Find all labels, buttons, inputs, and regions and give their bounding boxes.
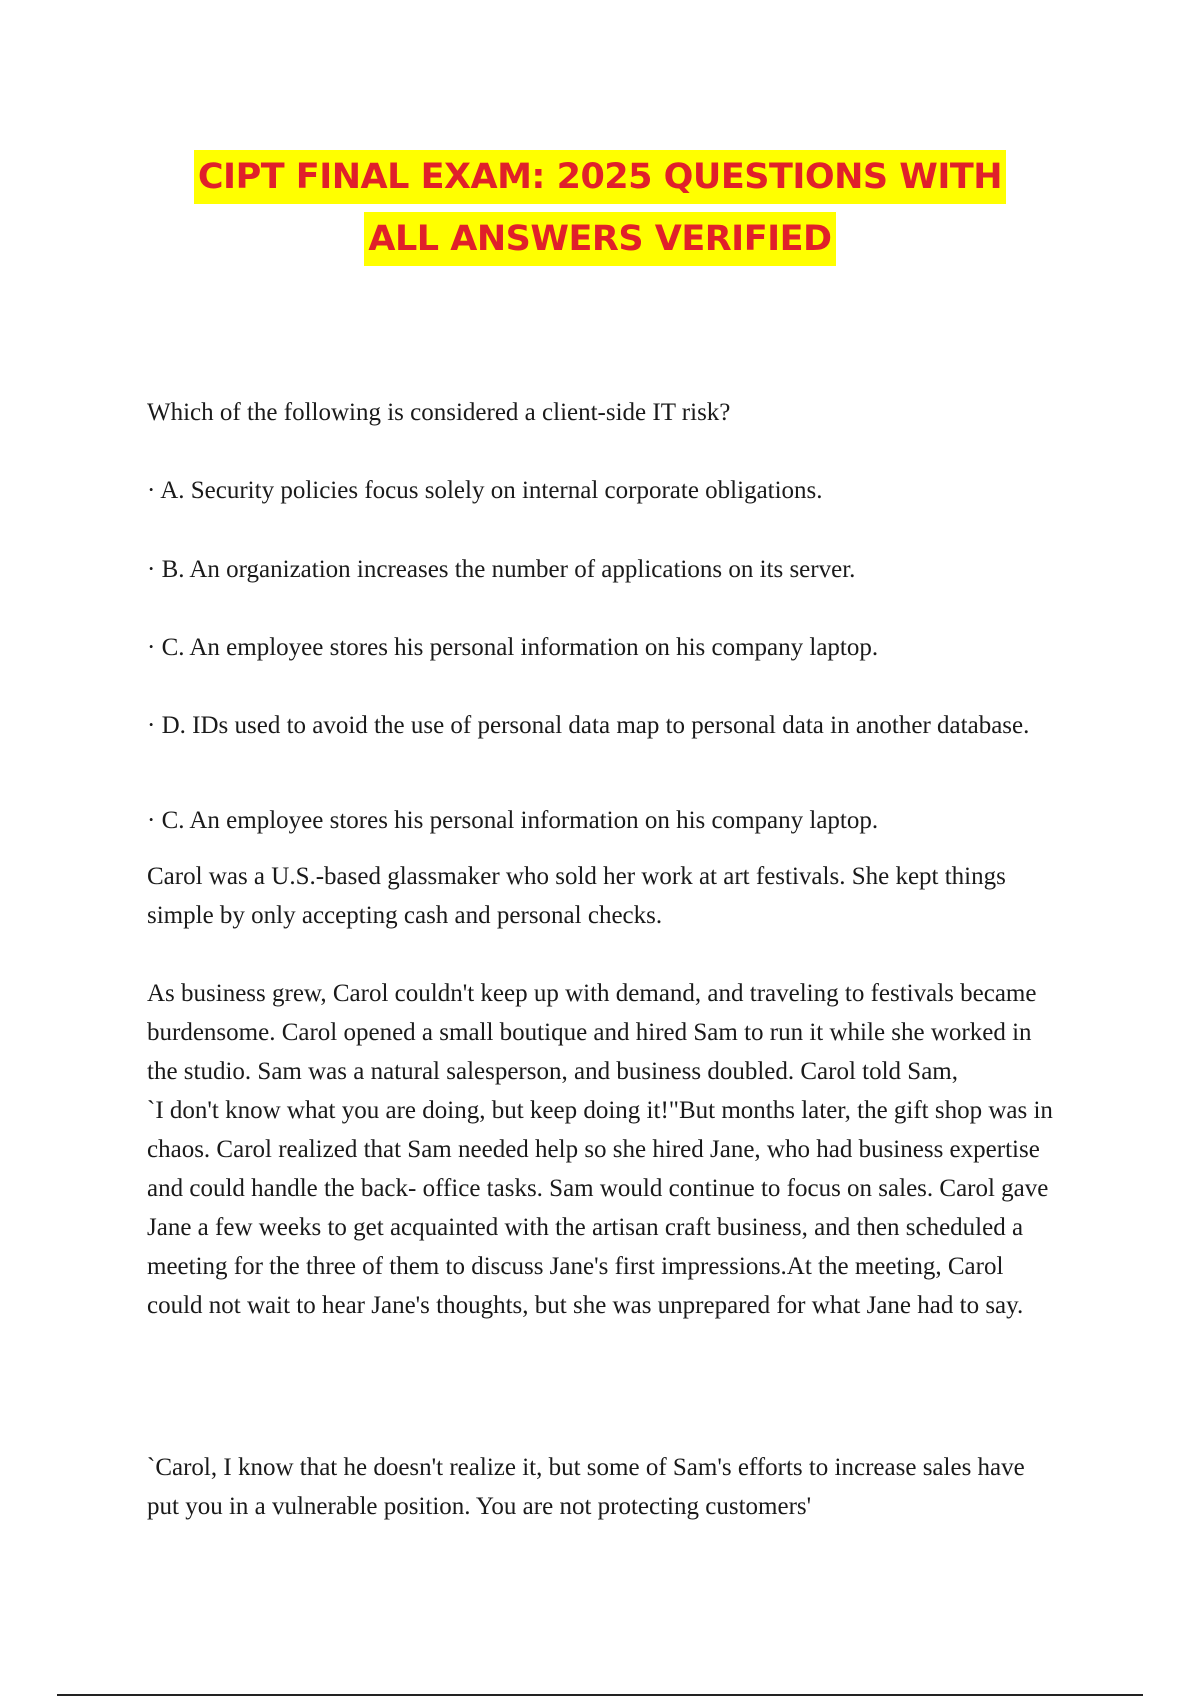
story-paragraph-2 <box>147 974 1057 1325</box>
document-title <box>0 150 1200 266</box>
footer-divider <box>57 1694 1143 1696</box>
title-line-1: CIPT FINAL EXAM: 2025 QUESTIONS WITH <box>194 150 1006 204</box>
question-text: Which of the following is considered a client-side IT risk? <box>147 399 731 426</box>
option-c: · C. An employee stores his personal information on his company laptop. <box>147 634 879 661</box>
story-paragraph-1: Carol was a U.S.-based glassmaker who sold her work at art festivals. She kept things simple by only accepting cash and personal checks. <box>147 863 1006 929</box>
option-a: · A. Security policies focus solely on internal corporate obligations. <box>147 477 823 504</box>
story-paragraph-2-text: As business grew, Carol couldn't keep up with demand, and traveling to festivals became burdensome. Carol opened a small boutique and hired Sam to run it while she worked in the studio. Sam was a natural salesperson, and business doubled. Carol told Sam, <box>147 980 1037 1085</box>
story-paragraph-3-text: `I don't know what you are doing, but keep doing it!"But months later, the gift shop was in chaos. Carol realized that Sam needed help so she hired Jane, who had business expertise and could handle the back- office tasks. Sam would continue to focus on sales. Carol gave Jane a few weeks to get acquainted with the artisan craft business, and then scheduled a meeting for the three of them to discuss Jane's first impressions.At the meeting, Carol could not wait to hear Jane's thoughts, but she was unprepared for what Jane had to say. <box>147 1097 1053 1319</box>
story-paragraph-4: `Carol, I know that he doesn't realize it, but some of Sam's efforts to increase sales have put you in a vulnerable position. You are not protecting customers' <box>147 1454 1025 1520</box>
option-d: · D. IDs used to avoid the use of personal data map to personal data in another database. <box>147 712 1030 739</box>
option-b: · B. An organization increases the number of applications on its server. <box>147 556 856 583</box>
title-line-2: ALL ANSWERS VERIFIED <box>364 212 835 266</box>
answer-text: · C. An employee stores his personal information on his company laptop. <box>147 807 879 834</box>
